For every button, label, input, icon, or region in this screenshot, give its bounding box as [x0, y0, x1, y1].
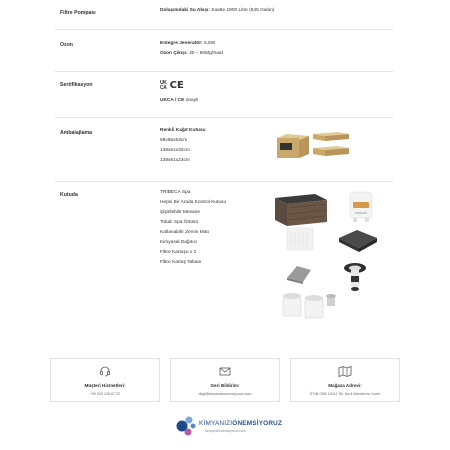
inflatable-bladder-image — [283, 262, 315, 284]
ozone-generator-value: 5,5W — [204, 41, 216, 46]
contact-phone[interactable]: +90 533 135 67 22 — [89, 392, 121, 396]
box-item: TRIBECA Spa — [160, 190, 191, 195]
box-item: Katlanabilir Zemin Matı — [160, 230, 210, 235]
packaging-size: 138x61x32cm — [160, 148, 190, 153]
filter-cartridges-image — [279, 290, 339, 320]
cert-text-bold: UKCA / CE — [160, 98, 185, 103]
pump-flow-key: Dolaşımdaki Su Akışı: — [160, 8, 210, 13]
contact-address: İTOB OSB 10017 Sk. No:4 Menderes / İzmir — [309, 392, 381, 396]
ukca-ce-mark — [160, 78, 199, 94]
packaging-boxes-image — [275, 130, 351, 162]
spec-row-pump — [55, 0, 393, 30]
spec-label: Kutuda — [60, 192, 78, 198]
spec-label: Filtre Pompası — [60, 10, 96, 16]
packaging-size: 68x55x53cm — [160, 138, 188, 143]
spec-row-box — [55, 182, 393, 328]
box-item: Filtre Kartuş Tabanı — [160, 260, 202, 265]
box-item: Kimyasal Dağıtıcı — [160, 240, 198, 245]
packaging-title: Renkli Kağıt Kutusu — [160, 128, 206, 133]
brand-logo[interactable] — [175, 414, 285, 440]
contact-card-feedback[interactable] — [170, 358, 280, 402]
floor-mat-image — [335, 228, 381, 254]
contact-card-address[interactable] — [290, 358, 400, 402]
spec-value — [160, 78, 199, 106]
map-icon — [338, 365, 352, 377]
packaging-size: 138x61x23cm — [160, 158, 190, 163]
box-item: Şişirilebilir Mesane — [160, 210, 200, 215]
spa-cover-image — [285, 226, 315, 252]
chemical-dispenser-image — [340, 260, 370, 294]
ce-logo: CE — [169, 80, 184, 91]
spec-value — [160, 6, 275, 16]
contact-title: Geri Bildirim: — [210, 383, 240, 388]
ozone-output-value: 30 – 50Mg/Saat — [189, 51, 223, 56]
contact-card-support[interactable] — [50, 358, 160, 402]
spec-row-ozone — [55, 30, 393, 72]
logo-molecule-icon — [175, 414, 197, 438]
headset-icon — [99, 365, 111, 377]
spec-label: Ozon — [60, 42, 73, 48]
spec-value — [160, 39, 223, 59]
spec-row-cert — [55, 72, 393, 118]
contact-title: Mağaza Adresi: — [328, 383, 362, 388]
ukca-logo: UK CA — [160, 80, 167, 91]
control-box-image — [347, 188, 375, 224]
spec-value — [160, 188, 226, 268]
pump-flow-value: Saatte 1800 Litre (545 Galon) — [211, 8, 275, 13]
spec-label: Sertifikasyon — [60, 82, 93, 88]
box-item: Hepsi Bir Arada Kontrol Kutusu — [160, 200, 227, 205]
envelope-icon — [219, 365, 231, 377]
logo-wordmark: KİMYANIZIÖNEMSİYORUZ — [199, 420, 283, 427]
logo-url: kimyanizionemsiyoruz.com — [205, 429, 246, 433]
box-item: Filtre Kartuşu x 2 — [160, 250, 197, 255]
box-item: Tokalı Spa Örtüsü — [160, 220, 199, 225]
ozone-generator-key: Entegre Jeneratör: — [160, 41, 203, 46]
spec-value — [160, 126, 206, 166]
contact-email[interactable]: bilgi@kimyanizionemsiyoruz.com — [198, 392, 252, 396]
ozone-output-key: Ozon Çıkışı: — [160, 51, 188, 56]
cert-text: onaylı — [185, 98, 199, 103]
spec-row-packaging — [55, 118, 393, 182]
spa-tub-image — [273, 190, 329, 230]
spec-label: Ambalajlama — [60, 130, 93, 136]
contact-title: Müşteri Hizmetleri: — [84, 383, 126, 388]
